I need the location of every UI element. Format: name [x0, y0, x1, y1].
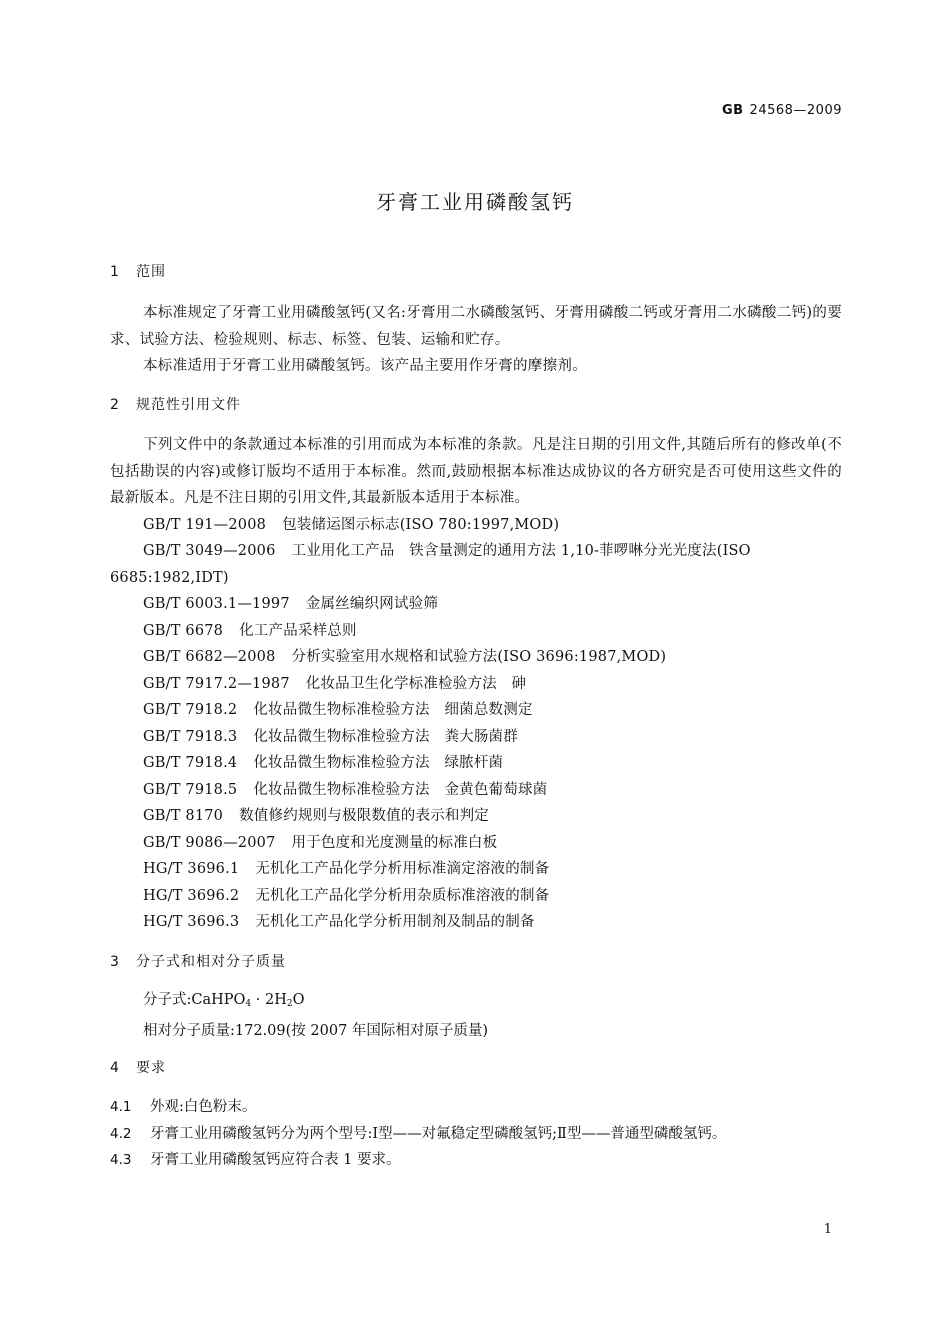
reference-code: GB/T 7918.4	[143, 755, 238, 771]
reference-title: 无机化工产品化学分析用制剂及制品的制备	[255, 914, 535, 930]
standard-number: 24568—2009	[749, 103, 842, 118]
reference-code: HG/T 3696.1	[143, 861, 240, 877]
reference-title: 用于色度和光度测量的标准白板	[291, 834, 498, 851]
reference-code: HG/T 3696.3	[143, 914, 240, 930]
reference-code: GB/T 3049—2006	[143, 543, 276, 559]
standard-code	[722, 103, 842, 118]
section-heading	[110, 262, 842, 282]
formula-subscript: 2	[286, 999, 293, 1009]
reference-code: GB/T 6682—2008	[143, 649, 276, 665]
reference-code: GB/T 6678	[143, 622, 224, 639]
requirement-text: 牙膏工业用磷酸氢钙分为两个型号:Ⅰ型——对氟稳定型磷酸氢钙;Ⅱ型——普通型磷酸氢钙。	[150, 1125, 727, 1142]
reference-item	[110, 591, 842, 618]
formula-subscript: 4	[245, 999, 252, 1009]
reference-item	[110, 697, 842, 724]
molecular-formula	[110, 987, 842, 1018]
section-title: 规范性引用文件	[136, 397, 241, 413]
reference-item	[110, 671, 842, 698]
reference-code: GB/T 191—2008	[143, 516, 267, 533]
reference-item	[110, 618, 842, 645]
requirement-number: 4.3	[110, 1152, 132, 1168]
page-number: 1	[823, 1222, 832, 1237]
requirement-number: 4.2	[110, 1125, 132, 1142]
formula-part: CaHPO	[191, 992, 246, 1008]
reference-item	[110, 777, 842, 804]
section-heading	[110, 395, 842, 415]
reference-title: 化妆品微生物标准检验方法 粪大肠菌群	[253, 728, 518, 745]
requirement-text: 牙膏工业用磷酸氢钙应符合表 1 要求。	[150, 1152, 401, 1168]
reference-code: GB/T 7917.2—1987	[143, 675, 290, 692]
formula-label: 分子式:	[143, 992, 192, 1008]
scope-paragraph-applicability: 本标准适用于牙膏工业用磷酸氢钙。该产品主要用作牙膏的摩擦剂。	[143, 358, 587, 374]
reference-code: GB/T 7918.3	[143, 728, 238, 745]
section-number: 3	[110, 954, 120, 970]
references-intro: 下列文件中的条款通过本标准的引用而成为本标准的条款。凡是注日期的引用文件,其随后所有的修改单(不包括勘误的内容)或修订版均不适用于本标准。然而,鼓励根据本标准达成协议的各方研究是否可使用这些文件的最新版本。凡是不注日期的引用文件,其最新版本适用于本标准。	[110, 437, 842, 506]
standard-prefix: GB	[721, 103, 744, 118]
reference-item	[110, 883, 842, 910]
reference-title: 无机化工产品化学分析用标准滴定溶液的制备	[255, 861, 550, 877]
requirement-item	[110, 1094, 842, 1121]
section-title: 要求	[136, 1060, 166, 1076]
reference-code: GB/T 7918.5	[143, 781, 238, 798]
reference-list	[110, 512, 842, 936]
formula-part: · 2H	[251, 992, 287, 1008]
reference-title: 无机化工产品化学分析用杂质标准溶液的制备	[255, 887, 550, 904]
section-scope	[110, 262, 842, 380]
section-title: 范围	[136, 264, 166, 280]
reference-item	[110, 750, 842, 777]
reference-title: 包装储运图示标志(ISO 780:1997,MOD)	[282, 516, 560, 533]
section-number: 2	[110, 397, 120, 413]
section-heading	[110, 1058, 842, 1078]
reference-item	[110, 856, 842, 883]
section-heading	[110, 952, 842, 972]
reference-title: 化妆品微生物标准检验方法 绿脓杆菌	[253, 755, 504, 771]
requirement-item	[110, 1147, 842, 1174]
reference-title: 数值修约规则与极限数值的表示和判定	[239, 808, 490, 824]
reference-title: 化妆品微生物标准检验方法 细菌总数测定	[253, 702, 533, 718]
reference-code: GB/T 7918.2	[143, 702, 238, 718]
requirement-number: 4.1	[110, 1099, 132, 1115]
document-title: 牙膏工业用磷酸氢钙	[376, 190, 574, 214]
reference-item	[110, 803, 842, 830]
reference-code: GB/T 8170	[143, 808, 224, 824]
reference-title: 化妆品微生物标准检验方法 金黄色葡萄球菌	[253, 781, 548, 798]
reference-item	[110, 830, 842, 857]
reference-title: 分析实验室用水规格和试验方法(ISO 3696:1987,MOD)	[291, 649, 667, 665]
section-title: 分子式和相对分子质量	[136, 954, 286, 970]
reference-title: 化工产品采样总则	[239, 622, 357, 639]
reference-item	[110, 909, 842, 936]
section-formula	[110, 952, 842, 1044]
reference-title: 化妆品卫生化学标准检验方法 砷	[305, 675, 527, 692]
molecular-mass: 相对分子质量:172.09(按 2007 年国际相对原子质量)	[143, 1022, 489, 1039]
reference-title: 工业用化工产品 铁含量测定的通用方法 1,10-菲啰啉分光光度法(ISO 6685:1982,IDT)	[110, 543, 751, 586]
reference-item	[110, 512, 842, 539]
scope-paragraph: 本标准规定了牙膏工业用磷酸氢钙(又名:牙膏用二水磷酸氢钙、牙膏用磷酸二钙或牙膏用二水磷酸二钙)的要求、试验方法、检验规则、标志、标签、包装、运输和贮存。	[110, 305, 842, 348]
reference-item	[110, 538, 842, 591]
section-number: 1	[110, 264, 120, 280]
reference-item	[110, 724, 842, 751]
formula-part: O	[292, 992, 305, 1008]
section-normative-references	[110, 395, 842, 936]
reference-item	[110, 644, 842, 671]
requirement-text: 外观:白色粉末。	[150, 1099, 257, 1115]
reference-code: GB/T 9086—2007	[143, 834, 276, 851]
reference-code: GB/T 6003.1—1997	[143, 596, 290, 612]
section-number: 4	[110, 1060, 120, 1076]
reference-code: HG/T 3696.2	[143, 887, 240, 904]
section-requirements	[110, 1058, 842, 1174]
reference-title: 金属丝编织网试验筛	[305, 596, 439, 612]
requirement-item	[110, 1121, 842, 1148]
